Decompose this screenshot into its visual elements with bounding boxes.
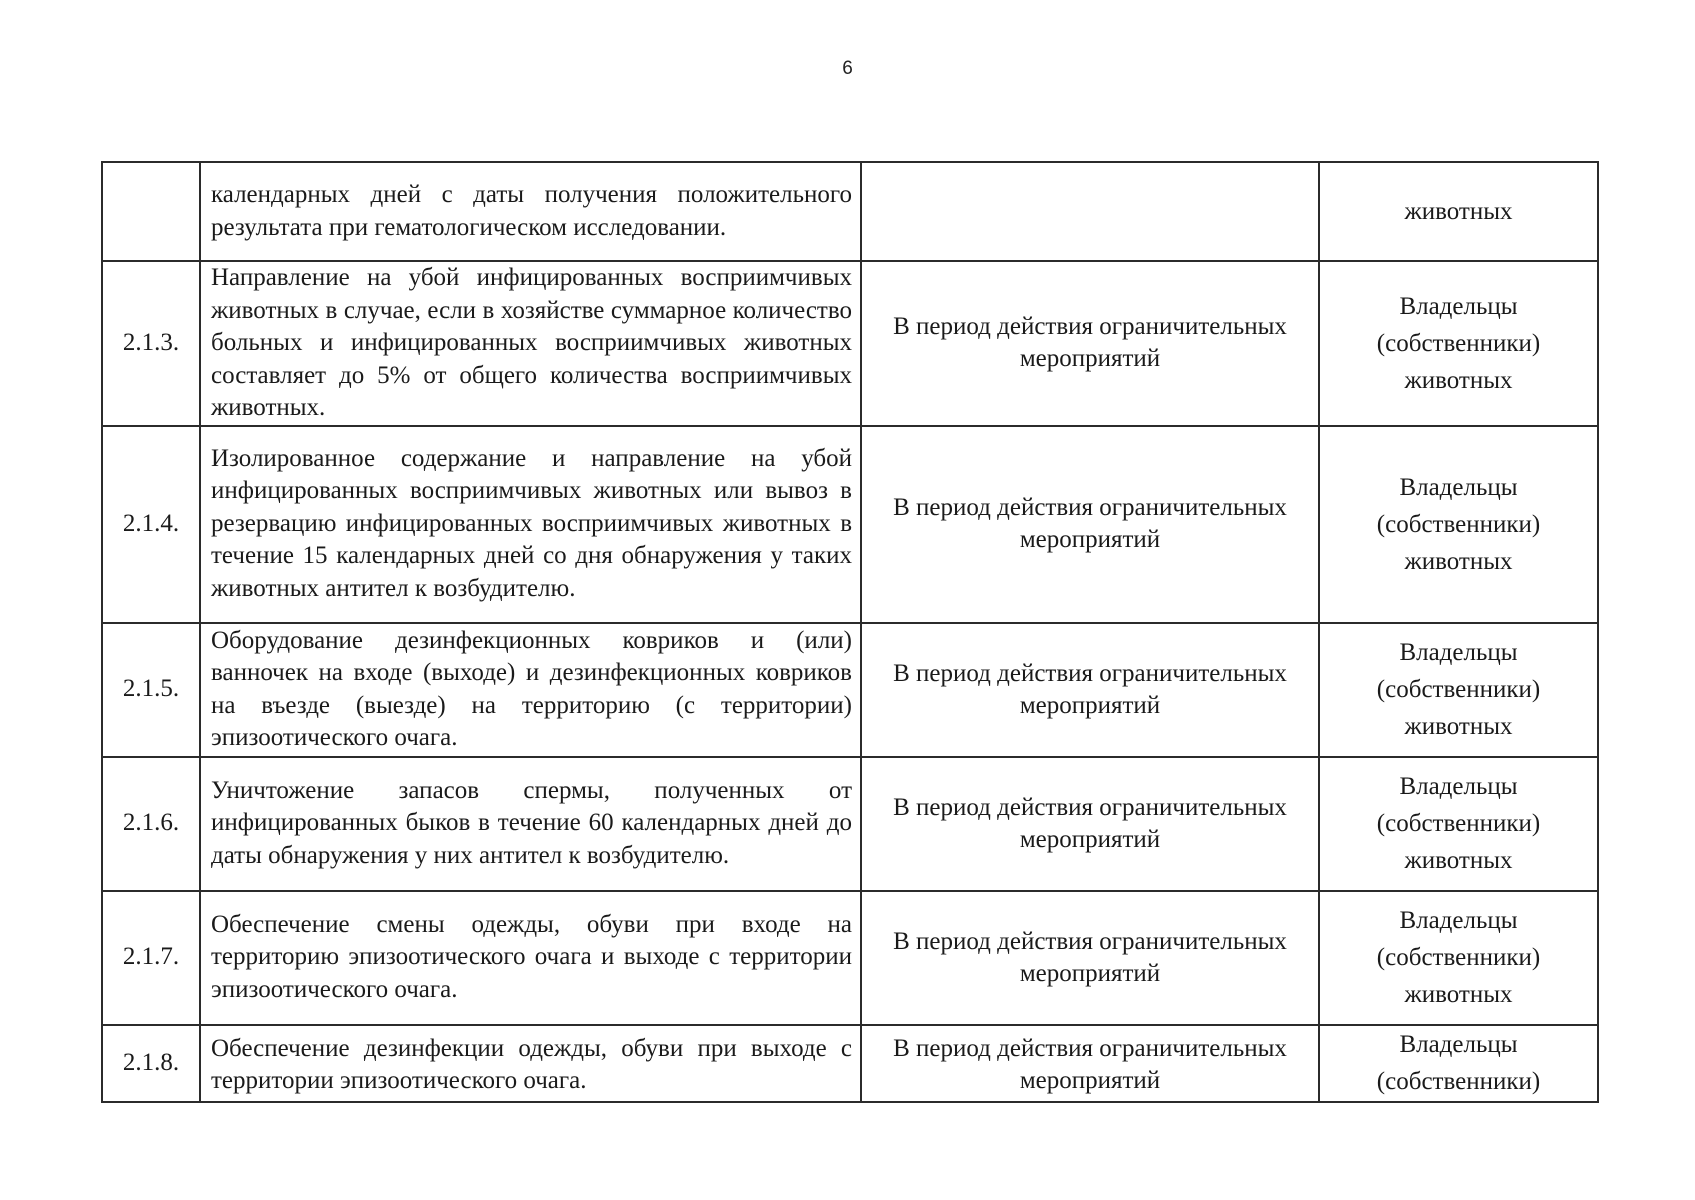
- responsible-party: [1319, 623, 1598, 757]
- responsible-party: [1319, 162, 1598, 261]
- responsible-line: (собственники): [1376, 676, 1541, 703]
- responsible-line: (собственники): [1376, 510, 1541, 538]
- measure-description: Направление на убой инфицированных восприимчивых животных в случае, если в хозяйстве суммарное количество больных и инфицированных восприимчивых животных составляет до 5% от общего количества восприимчивых животных.: [200, 261, 861, 426]
- responsible-line: Владельцы: [1399, 1031, 1518, 1058]
- responsible-party: [1319, 261, 1598, 426]
- responsible-line: Владельцы: [1399, 639, 1518, 666]
- responsible-line: (собственники): [1376, 329, 1541, 357]
- measures-table: [101, 161, 1599, 1103]
- responsible-line: животных: [1404, 713, 1513, 740]
- measure-description: Обеспечение смены одежды, обуви при входе на территорию эпизоотического очага и выходе с территории эпизоотического очага.: [200, 891, 861, 1025]
- table-row: [102, 162, 1598, 261]
- responsible-line: (собственники): [1376, 944, 1541, 971]
- measure-description: Уничтожение запасов спермы, полученных от инфицированных быков в течение 60 календарных дней до даты обнаружения у них антител к возбудителю.: [200, 757, 861, 891]
- responsible-line: (собственники): [1376, 810, 1541, 837]
- measure-period: В период действия ограничительных мероприятий: [861, 757, 1319, 891]
- table-row: [102, 757, 1598, 891]
- row-number: 2.1.4.: [102, 426, 200, 623]
- table-row: [102, 1025, 1598, 1102]
- responsible-party: [1319, 1025, 1598, 1102]
- measure-period: В период действия ограничительных мероприятий: [861, 891, 1319, 1025]
- measure-description: календарных дней с даты получения положительного результата при гематологическом исследовании.: [200, 162, 861, 261]
- row-number: [102, 162, 200, 261]
- responsible-line: (собственники): [1376, 1068, 1541, 1095]
- responsible-line: животных: [1404, 847, 1513, 874]
- table-row: [102, 261, 1598, 426]
- responsible-line: животных: [1404, 981, 1513, 1008]
- responsible-line: животных: [1404, 198, 1513, 225]
- page-number: 6: [842, 58, 853, 79]
- row-number: 2.1.6.: [102, 757, 200, 891]
- row-number: 2.1.5.: [102, 623, 200, 757]
- measure-period: В период действия ограничительных мероприятий: [861, 1025, 1319, 1102]
- table-row: [102, 426, 1598, 623]
- table-row: [102, 623, 1598, 757]
- measure-period: [861, 162, 1319, 261]
- responsible-line: животных: [1404, 366, 1513, 394]
- responsible-line: Владельцы: [1399, 773, 1518, 800]
- responsible-line: Владельцы: [1399, 907, 1518, 934]
- measure-description: Обеспечение дезинфекции одежды, обуви при выходе с территории эпизоотического очага.: [200, 1025, 861, 1102]
- measure-period: В период действия ограничительных мероприятий: [861, 426, 1319, 623]
- responsible-line: Владельцы: [1399, 292, 1518, 320]
- measure-description: Изолированное содержание и направление на убой инфицированных восприимчивых животных или вывоз в резервацию инфицированных восприимчивых животных в течение 15 календарных дней со дня обнаружения у таких животных антител к возбудителю.: [200, 426, 861, 623]
- measure-period: В период действия ограничительных мероприятий: [861, 623, 1319, 757]
- measure-period: В период действия ограничительных мероприятий: [861, 261, 1319, 426]
- row-number: 2.1.3.: [102, 261, 200, 426]
- row-number: 2.1.8.: [102, 1025, 200, 1102]
- measure-description: Оборудование дезинфекционных ковриков и (или) ванночек на входе (выходе) и дезинфекционных ковриков на въезде (выезде) на территорию (с территории) эпизоотического очага.: [200, 623, 861, 757]
- responsible-line: животных: [1404, 547, 1513, 575]
- responsible-line: Владельцы: [1399, 473, 1518, 501]
- table-row: [102, 891, 1598, 1025]
- responsible-party: [1319, 891, 1598, 1025]
- responsible-party: [1319, 426, 1598, 623]
- row-number: 2.1.7.: [102, 891, 200, 1025]
- responsible-party: [1319, 757, 1598, 891]
